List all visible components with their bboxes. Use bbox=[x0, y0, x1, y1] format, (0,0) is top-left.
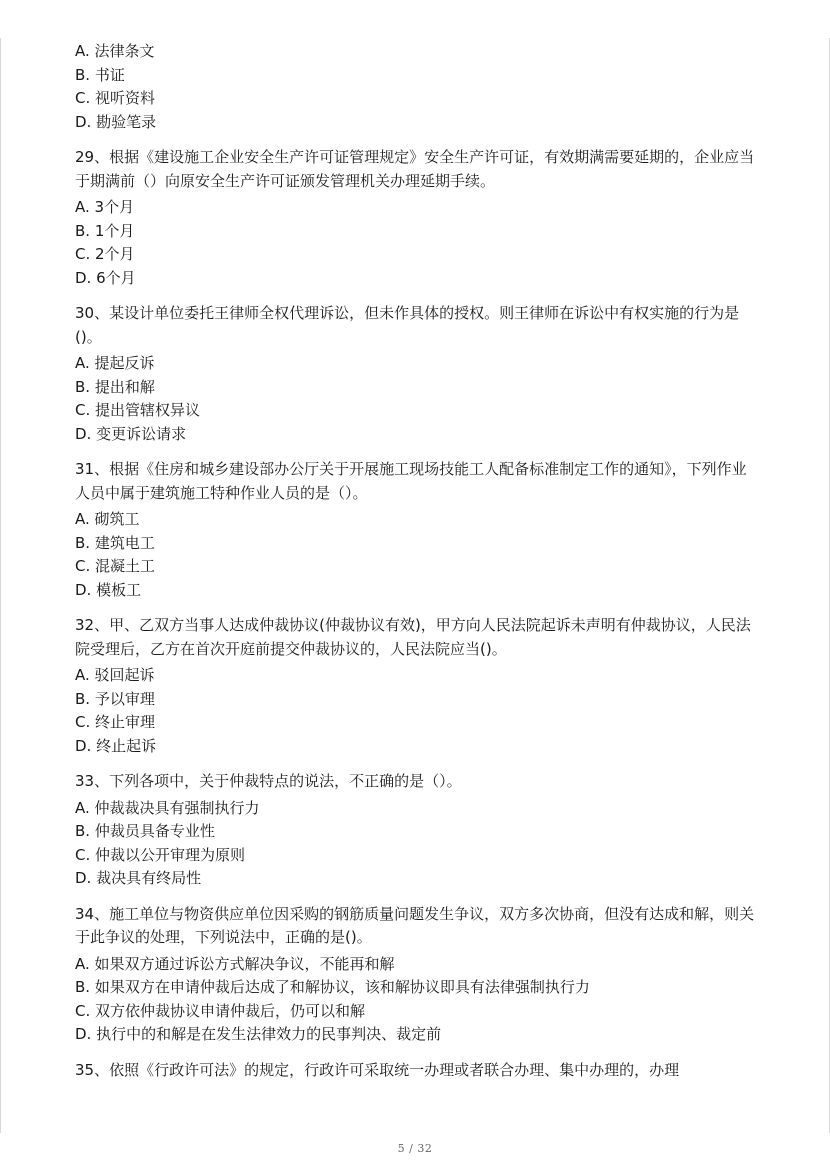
option-d: D. 6个月 bbox=[75, 268, 136, 287]
option-a: A. 砌筑工 bbox=[75, 510, 140, 528]
question-33 bbox=[75, 770, 755, 891]
option-a: A. 提起反诉 bbox=[75, 354, 155, 372]
option-d: D. 执行中的和解是在发生法律效力的民事判决、裁定前 bbox=[75, 1025, 442, 1043]
option-c: C. 视听资料 bbox=[75, 89, 156, 107]
option-b: B. 予以审理 bbox=[75, 689, 155, 708]
question-text: 35、依照《行政许可法》的规定，行政许可采取统一办理或者联合办理、集中办理的，办理 bbox=[75, 1060, 680, 1079]
question-text: 34、施工单位与物资供应单位因采购的钢筋质量问题发生争议，双方多次协商，但没有达成和解，则关于此争议的处理，下列说法中，正确的是()。 bbox=[75, 904, 755, 946]
question-text: 32、甲、乙双方当事人达成仲裁协议(仲裁协议有效)，甲方向人民法院起诉未声明有仲裁协议，人民法院受理后，乙方在首次开庭前提交仲裁协议的，人民法院应当()。 bbox=[75, 616, 751, 658]
page-content bbox=[75, 40, 755, 1085]
option-b: B. 提出和解 bbox=[75, 377, 155, 396]
option-b: B. 建筑电工 bbox=[75, 533, 155, 552]
option-d: D. 模板工 bbox=[75, 580, 142, 599]
question-text: 29、根据《建设施工企业安全生产许可证管理规定》安全生产许可证，有效期满需要延期的，企业应当于期满前（）向原安全生产许可证颁发管理机关办理延期手续。 bbox=[75, 148, 755, 190]
option-d: D. 终止起诉 bbox=[75, 736, 157, 755]
page-edge-left bbox=[0, 38, 1, 1133]
option-b: B. 书证 bbox=[75, 65, 125, 84]
option-c: C. 2个月 bbox=[75, 245, 135, 263]
option-d: D. 变更诉讼请求 bbox=[75, 424, 187, 443]
option-a: A. 3个月 bbox=[75, 198, 135, 216]
question-text: 33、下列各项中，关于仲裁特点的说法，不正确的是（）。 bbox=[75, 772, 462, 790]
option-b: B. 仲裁员具备专业性 bbox=[75, 822, 215, 840]
question-text: 31、根据《住房和城乡建设部办公厅关于开展施工现场技能工人配备标准制定工作的通知》，下列作业人员中属于建筑施工特种作业人员的是（）。 bbox=[75, 460, 747, 502]
option-c: C. 混凝土工 bbox=[75, 557, 156, 575]
option-d: D. 裁决具有终局性 bbox=[75, 869, 202, 887]
question-28-options bbox=[75, 40, 755, 134]
page-indicator: 5 / 32 bbox=[397, 1142, 433, 1155]
option-b: B. 如果双方在申请仲裁后达成了和解协议，该和解协议即具有法律强制执行力 bbox=[75, 978, 590, 996]
option-a: A. 如果双方通过诉讼方式解决争议，不能再和解 bbox=[75, 954, 395, 973]
question-32 bbox=[75, 614, 755, 758]
question-35 bbox=[75, 1059, 755, 1083]
option-b: B. 1个月 bbox=[75, 221, 135, 240]
option-c: C. 提出管辖权异议 bbox=[75, 401, 201, 419]
question-text: 30、某设计单位委托王律师全权代理诉讼，但未作具体的授权。则王律师在诉讼中有权实施的行为是()。 bbox=[75, 304, 740, 346]
option-d: D. 勘验笔录 bbox=[75, 112, 157, 131]
question-34 bbox=[75, 903, 755, 1047]
option-c: C. 仲裁以公开审理为原则 bbox=[75, 845, 246, 864]
question-29 bbox=[75, 146, 755, 290]
option-a: A. 法律条文 bbox=[75, 42, 155, 60]
option-a: A. 仲裁裁决具有强制执行力 bbox=[75, 798, 260, 817]
question-30 bbox=[75, 302, 755, 446]
option-c: C. 终止审理 bbox=[75, 713, 156, 731]
question-31 bbox=[75, 458, 755, 602]
option-c: C. 双方依仲裁协议申请仲裁后，仍可以和解 bbox=[75, 1001, 366, 1020]
option-a: A. 驳回起诉 bbox=[75, 666, 155, 684]
